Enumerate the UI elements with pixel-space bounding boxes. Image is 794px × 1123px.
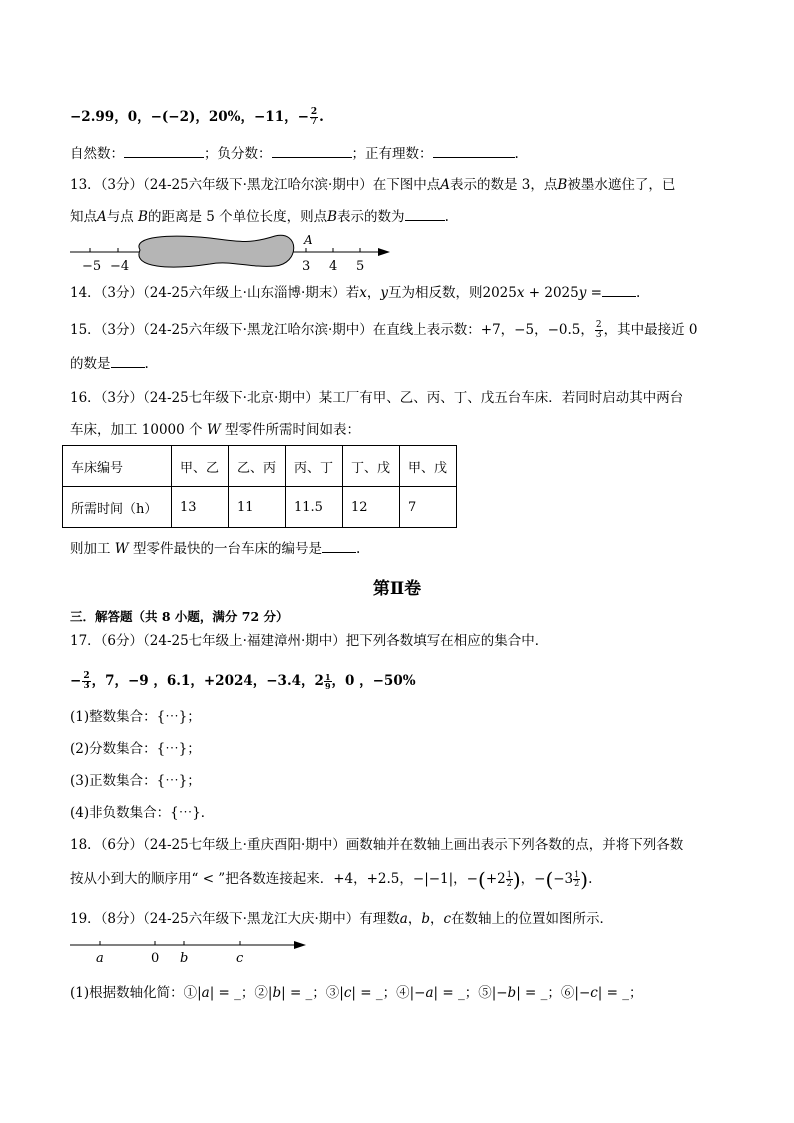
table-cell: 7 (400, 487, 457, 528)
label-b: b (180, 951, 189, 966)
table-cell: 丙、丁 (286, 446, 343, 487)
positive-rational-label: ；正有理数： (351, 146, 433, 162)
q18-sep: ，− (520, 871, 546, 887)
q12-period: . (514, 146, 519, 162)
paren-open: ( (545, 867, 554, 892)
q18-line2 (70, 867, 593, 892)
q17-list-mid: ，7，−9 ，6.1，+2024，−3.4，2 (91, 673, 324, 689)
frac-num: 2 (595, 320, 602, 330)
axis-arrow (294, 941, 306, 949)
q12-fraction (310, 108, 318, 127)
mixed-whole: +2 (485, 871, 506, 887)
frac-den: 2 (574, 879, 580, 888)
q17-item-nonnegative: (4)非负数集合：{⋯}． (70, 805, 215, 821)
label-neg5: −5 (82, 259, 102, 274)
natural-label: 自然数： (70, 146, 124, 162)
q17-mixed-fraction (324, 673, 332, 690)
natural-blank[interactable] (124, 145, 204, 158)
q15-fraction (595, 321, 603, 340)
table-cell: 11.5 (286, 487, 343, 528)
label-neg4: −4 (110, 259, 130, 274)
label-5: 5 (356, 259, 365, 274)
q17-minus: − (70, 673, 82, 689)
table-cell: 甲、戊 (400, 446, 457, 487)
q12-blanks (70, 145, 519, 163)
q19-line1: 19．（8分）（24-25六年级下·黑龙江大庆·期中）有理数𝑎，𝑏，𝑐在数轴上的位置如图所示． (70, 911, 614, 927)
q17-item-integer: (1)整数集合：{⋯}； (70, 709, 201, 725)
point-a-label: A (304, 233, 313, 247)
q13-line2 (70, 208, 449, 226)
q18-mixed-fraction (506, 871, 513, 888)
q12-end: . (319, 109, 324, 125)
q14-text: 14．（3分）（24-25六年级上·山东淄博·期末）若𝑥，𝑦互为相反数，则2025𝑥 + 2025𝑦 = (70, 285, 602, 301)
table-cell: 车床编号 (63, 446, 172, 487)
q17-number-list (70, 672, 416, 691)
q14-period: . (635, 285, 641, 301)
q17-item-fraction: (2)分数集合：{⋯}； (70, 741, 201, 757)
table-cell: 12 (343, 487, 400, 528)
frac-num: 1 (574, 870, 580, 879)
ink-blot (139, 235, 294, 267)
paren-close: ) (580, 867, 589, 892)
q16-period: . (355, 541, 361, 557)
q19-number-line (64, 935, 314, 969)
q16-blank[interactable] (322, 540, 356, 553)
table-cell: 11 (229, 487, 286, 528)
q18-text: 按从小到大的顺序用“ < ”把各数连接起来．+4，+2.5，−|−1|，− (70, 871, 478, 887)
mixed-whole: −3 (553, 871, 574, 887)
frac-den: 3 (83, 681, 90, 691)
paren-open: ( (478, 867, 486, 892)
q16-line1: 16．（3分）（24-25七年级下·北京·期中）某工厂有甲、乙、丙、丁、戊五台车床．若同时启动其中两台 (70, 390, 684, 406)
q15-blank[interactable] (111, 355, 145, 368)
q13-number-line (60, 230, 400, 274)
q15-text: 15．（3分）（24-25六年级下·黑龙江哈尔滨·期中）在直线上表示数：+7，−5，−0.5， (70, 322, 594, 338)
q13-line2-text: 知点𝐴与点 𝐵的距离是 5 个单位长度，则点𝐵表示的数为 (70, 209, 405, 225)
label-c: c (236, 951, 244, 966)
frac-num: 2 (83, 671, 90, 681)
lathe-table (62, 445, 457, 528)
frac-num: 1 (324, 672, 331, 682)
frac-den: 9 (324, 681, 331, 691)
frac-den: 2 (506, 879, 512, 888)
q15-text-after: ，其中最接近 0 (603, 322, 698, 338)
frac-den: 7 (310, 117, 318, 127)
label-0: 0 (151, 951, 160, 966)
q14-blank[interactable] (602, 284, 636, 297)
q18-line1: 18．（6分）（24-25七年级上·重庆酉阳·期中）画数轴并在数轴上画出表示下列各数的点，并将下列各数 (70, 837, 684, 853)
label-a: a (96, 951, 104, 966)
q15-period: . (144, 356, 149, 372)
q15-line2 (70, 355, 149, 373)
q13-blank[interactable] (405, 208, 445, 221)
table-cell: 丁、戊 (343, 446, 400, 487)
q17-item-positive: (3)正数集合：{⋯}； (70, 773, 201, 789)
label-3: 3 (302, 259, 311, 274)
table-cell: 乙、丙 (229, 446, 286, 487)
q16-line2: 车床，加工 10000 个 𝑊 型零件所需时间如表： (70, 422, 360, 438)
q13-line1: 13．（3分）（24-25六年级下·黑龙江哈尔滨·期中）在下图中点𝐴表示的数是 3，点𝐵被墨水遮住了，已 (70, 177, 676, 193)
axis-arrow (378, 248, 390, 256)
paren-close: ) (512, 867, 521, 892)
frac-den: 3 (595, 330, 602, 340)
table-cell: 甲、乙 (172, 446, 229, 487)
negative-blank[interactable] (272, 145, 352, 158)
table-row (63, 446, 457, 487)
q19-sub1: (1)根据数轴化简：①|𝑎| = _；②|𝑏| = _；③|𝑐| = _；④|−𝑎| = _；⑤|−𝑏| = _；⑥|−𝑐| = _； (70, 985, 643, 1001)
q16-question-text: 则加工 𝑊 型零件最快的一台车床的编号是 (70, 541, 322, 557)
negative-label: ；负分数： (204, 146, 272, 162)
q13-period: . (444, 209, 449, 225)
label-4: 4 (329, 259, 338, 274)
q18-period: . (588, 871, 593, 887)
positive-rational-blank[interactable] (433, 145, 515, 158)
q15-line2-text: 的数是 (70, 356, 111, 372)
q15-line1 (70, 321, 697, 340)
frac-num: 1 (506, 870, 512, 879)
q17-line1: 17．（6分）（24-25七年级上·福建漳州·期中）把下列各数填写在相应的集合中． (70, 633, 549, 649)
q12-number-list (70, 108, 324, 127)
q14-line (70, 284, 640, 302)
table-cell: 所需时间（h） (63, 487, 172, 528)
q12-numbers: −2.99，0，−(−2)，20%，−11，− (70, 109, 309, 125)
section-title: 第Ⅱ卷 (372, 579, 422, 599)
table-cell: 13 (172, 487, 229, 528)
section-heading: 三．解答题（共 8 小题，满分 72 分） (70, 609, 289, 624)
table-row (63, 487, 457, 528)
frac-num: 2 (310, 107, 318, 117)
q17-fraction (82, 672, 90, 691)
q16-question (70, 540, 360, 558)
q17-list-end: ，0 ，−50% (331, 673, 416, 689)
